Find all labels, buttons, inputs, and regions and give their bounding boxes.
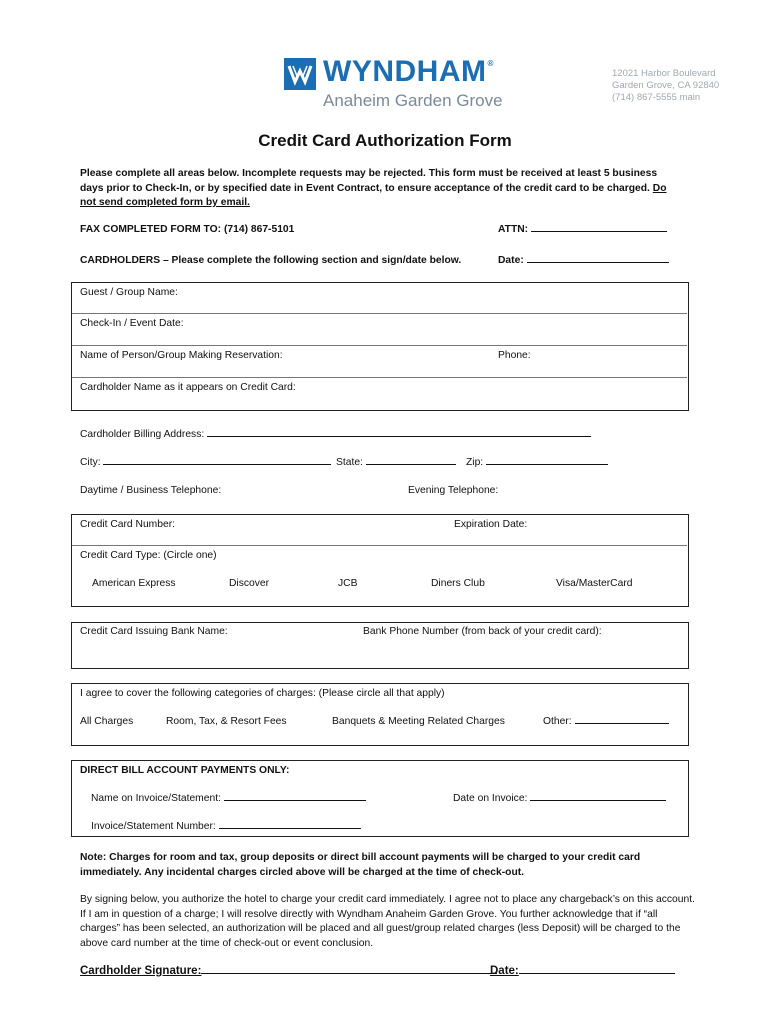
address-line: 12021 Harbor Boulevard — [612, 68, 716, 79]
charge-option-other[interactable]: Other: — [543, 716, 669, 727]
daytime-phone-field[interactable]: Daytime / Business Telephone: — [80, 485, 222, 496]
card-type-label: Credit Card Type: (Circle one) — [80, 550, 217, 561]
expiration-date-field[interactable]: Expiration Date: — [454, 519, 528, 530]
fax-label: FAX COMPLETED FORM TO: (714) 867-5101 — [80, 224, 295, 235]
authorization-agreement: By signing below, you authorize the hotel to charge your credit card immediately. I agree not to place any chargeback’s on this account. If I am in question of a charge; I will resolve directly with Wyndham Anaheim Garden Grove. You further acknowledge that if “all charges” has been selected, an authorization will be placed and all guest/group related charges (less Deposit) will be charged to the above card number at the time of check-out or event conclusion. — [80, 894, 695, 949]
signature-field[interactable]: Cardholder Signature: — [80, 965, 497, 977]
card-number-field[interactable]: Credit Card Number: — [80, 519, 175, 530]
zip-field[interactable]: Zip: — [466, 457, 608, 468]
intro-text: Please complete all areas below. Incomplete requests may be rejected. This form must be received at least 5 business days prior to Check-In, or by specified date in Event Contract, to ensure acceptance of the credit card to be charged. Do not send completed form by email. — [80, 168, 667, 208]
registered-mark: ® — [487, 59, 494, 68]
divider — [72, 345, 687, 346]
phone-field[interactable]: Phone: — [498, 350, 531, 361]
checkin-date-field[interactable]: Check-In / Event Date: — [80, 318, 184, 329]
reservation-name-field[interactable]: Name of Person/Group Making Reservation: — [80, 350, 283, 361]
invoice-name-field[interactable]: Name on Invoice/Statement: — [91, 793, 366, 804]
charges-note: Note: Charges for room and tax, group deposits or direct bill account payments will be charged to your credit card immediately. Any incidental charges circled above will be charged at the time of check-out. — [80, 852, 641, 878]
card-type-option[interactable]: JCB — [338, 578, 358, 589]
charge-option[interactable]: Banquets & Meeting Related Charges — [332, 716, 505, 727]
bank-name-field[interactable]: Credit Card Issuing Bank Name: — [80, 626, 228, 637]
signature-date-field[interactable]: Date: — [490, 965, 675, 977]
card-type-option[interactable]: American Express — [92, 578, 176, 589]
city-field[interactable]: City: — [80, 457, 331, 468]
guest-group-name-field[interactable]: Guest / Group Name: — [80, 287, 178, 298]
cardholders-instruction: CARDHOLDERS – Please complete the following section and sign/date below. — [80, 255, 462, 266]
top-date-field[interactable]: Date: — [498, 255, 669, 266]
wyndham-logo-icon — [284, 58, 316, 90]
no-email-notice: Do not send completed form by email. — [80, 182, 667, 208]
cardholder-name-field[interactable]: Cardholder Name as it appears on Credit Card: — [80, 382, 296, 393]
bank-phone-field[interactable]: Bank Phone Number (from back of your credit card): — [363, 626, 602, 637]
brand-name: WYNDHAM® — [323, 55, 494, 88]
divider — [72, 377, 687, 378]
invoice-date-field[interactable]: Date on Invoice: — [453, 793, 666, 804]
evening-phone-field[interactable]: Evening Telephone: — [408, 485, 499, 496]
charge-option[interactable]: All Charges — [80, 716, 134, 727]
card-type-option[interactable]: Diners Club — [431, 578, 485, 589]
address-line: Garden Grove, CA 92840 — [612, 80, 720, 91]
divider — [72, 545, 687, 546]
brand-subtitle: Anaheim Garden Grove — [323, 91, 503, 110]
billing-address-field[interactable]: Cardholder Billing Address: — [80, 429, 591, 440]
address-line: (714) 867-5555 main — [612, 92, 701, 103]
charges-intro: I agree to cover the following categories of charges: (Please circle all that apply) — [80, 688, 445, 699]
charge-option[interactable]: Room, Tax, & Resort Fees — [166, 716, 287, 727]
attn-field[interactable]: ATTN: — [498, 224, 667, 235]
form-title: Credit Card Authorization Form — [258, 131, 512, 150]
divider — [72, 313, 687, 314]
invoice-number-field[interactable]: Invoice/Statement Number: — [91, 821, 361, 832]
card-type-option[interactable]: Visa/MasterCard — [556, 578, 633, 589]
direct-bill-heading: DIRECT BILL ACCOUNT PAYMENTS ONLY: — [80, 765, 290, 776]
state-field[interactable]: State: — [336, 457, 456, 468]
card-type-option[interactable]: Discover — [229, 578, 270, 589]
hotel-address — [612, 68, 719, 104]
